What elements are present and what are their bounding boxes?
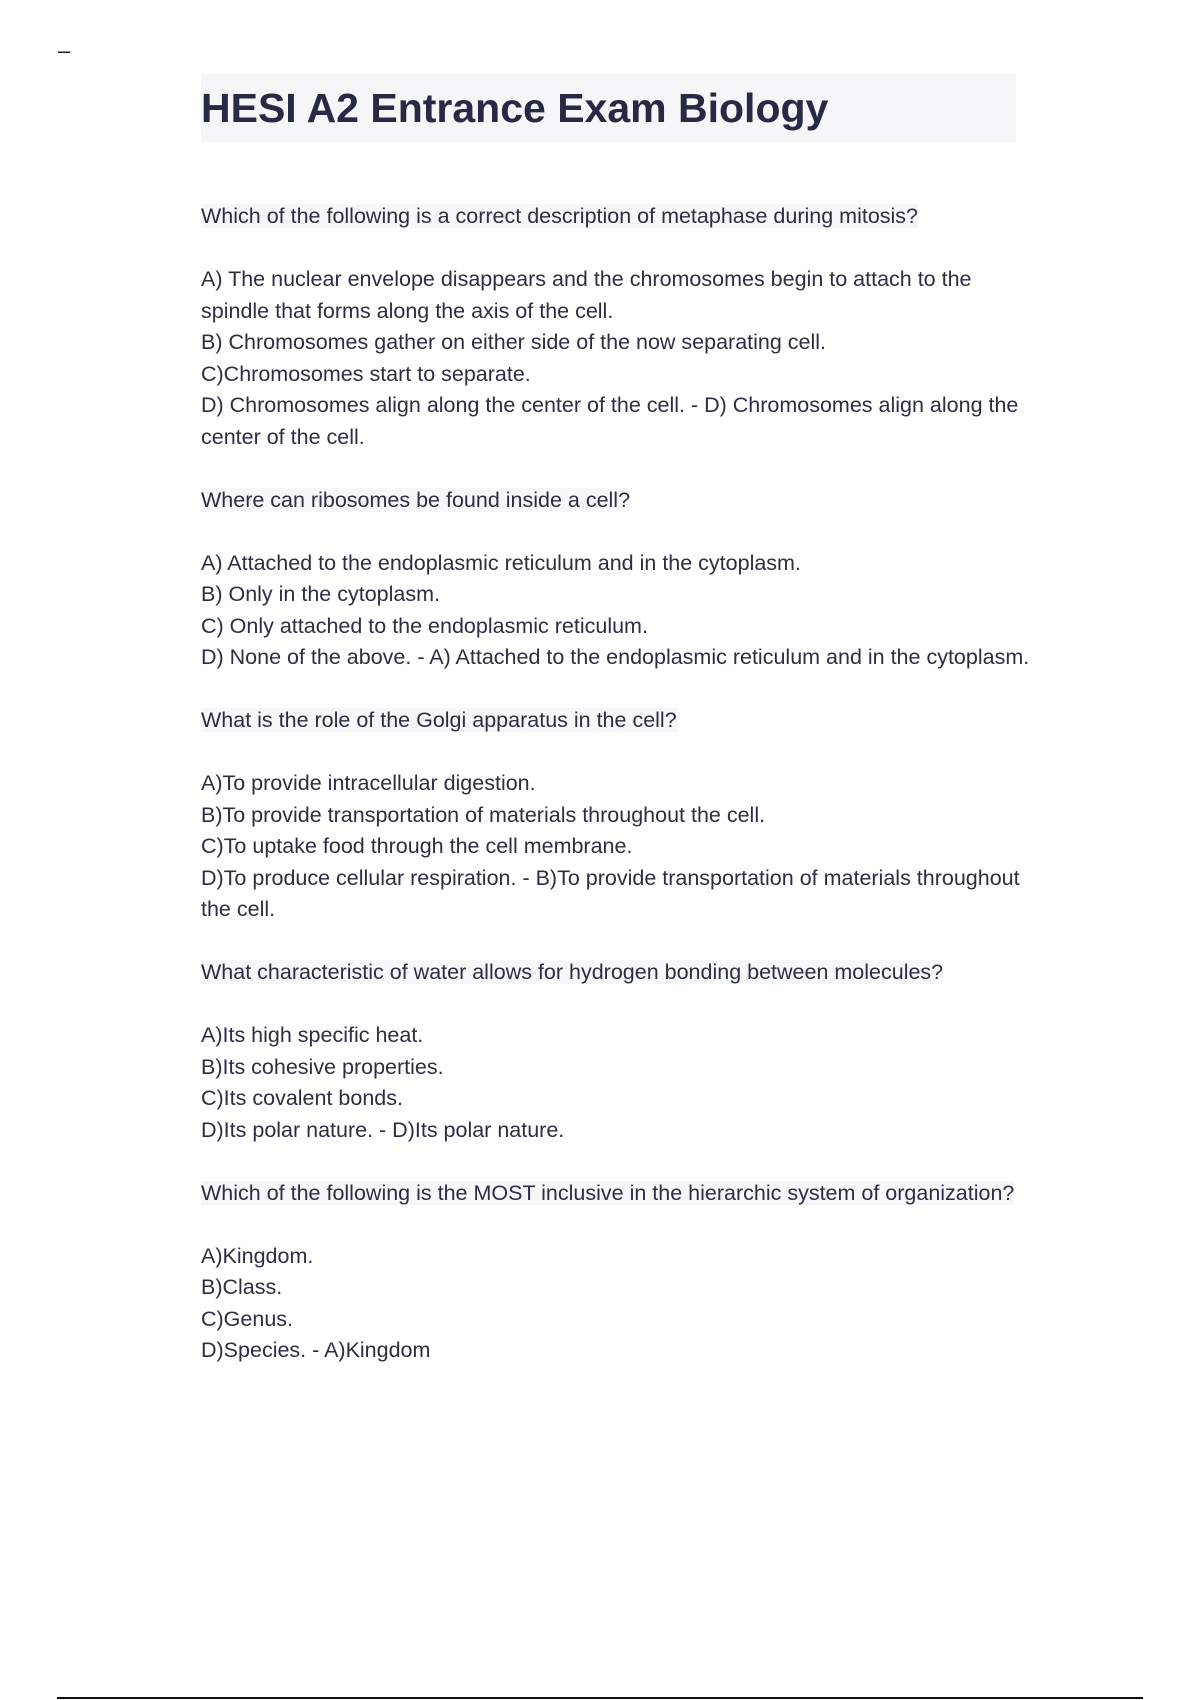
option-list (201, 548, 1031, 674)
option-d-answer: D)Species. - A)Kingdom (201, 1338, 431, 1362)
option-c: C)Its covalent bonds. (201, 1086, 403, 1110)
question-list (201, 201, 1031, 1398)
page-title: HESI A2 Entrance Exam Biology (201, 74, 1016, 142)
option-a: A)Kingdom. (201, 1243, 314, 1268)
option-list (201, 1241, 1031, 1367)
option-d-answer: D)To produce cellular respiration. - B)To provide transportation of materials throughout the cell. (201, 865, 1020, 921)
option-list (201, 1020, 1031, 1146)
question-text: Which of the following is a correct description of metaphase during mitosis? (201, 204, 919, 228)
option-c: C)Genus. (201, 1306, 294, 1331)
option-d-answer: D)Its polar nature. - D)Its polar nature. (201, 1117, 565, 1142)
option-a: A)Its high specific heat. (201, 1023, 424, 1047)
option-d-answer: D) Chromosomes align along the center of the cell. - D) Chromosomes align along the center of the cell. (201, 393, 1019, 449)
option-c: C)Chromosomes start to separate. (201, 361, 531, 386)
bottom-divider (57, 1697, 1143, 1699)
question-block-4 (201, 957, 1031, 1146)
option-c: C)To uptake food through the cell membrane. (201, 834, 633, 858)
option-a: A) Attached to the endoplasmic reticulum and in the cytoplasm. (201, 550, 801, 575)
option-list (201, 264, 1031, 453)
option-d-answer: D) None of the above. - A) Attached to the endoplasmic reticulum and in the cytoplasm. (201, 645, 1030, 669)
question-block-3 (201, 705, 1031, 926)
question-text: Where can ribosomes be found inside a cell? (201, 487, 631, 512)
question-block-2 (201, 485, 1031, 674)
option-b: B)To provide transportation of materials throughout the cell. (201, 802, 766, 827)
option-a: A)To provide intracellular digestion. (201, 771, 536, 795)
question-text: What is the role of the Golgi apparatus in the cell? (201, 708, 677, 732)
question-text: Which of the following is the MOST inclusive in the hierarchic system of organization? (201, 1180, 1015, 1205)
option-a: A) The nuclear envelope disappears and the chromosomes begin to attach to the spindle that forms along the axis of the cell. (201, 267, 972, 323)
option-b: B) Only in the cytoplasm. (201, 582, 440, 606)
option-c: C) Only attached to the endoplasmic reticulum. (201, 613, 648, 638)
option-b: B) Chromosomes gather on either side of the now separating cell. (201, 330, 827, 354)
question-block-5 (201, 1178, 1031, 1367)
option-b: B)Class. (201, 1275, 283, 1299)
question-block-1 (201, 201, 1031, 453)
option-b: B)Its cohesive properties. (201, 1054, 444, 1079)
page-marker: – (58, 38, 71, 63)
option-list (201, 768, 1031, 926)
question-text: What characteristic of water allows for hydrogen bonding between molecules? (201, 960, 944, 984)
